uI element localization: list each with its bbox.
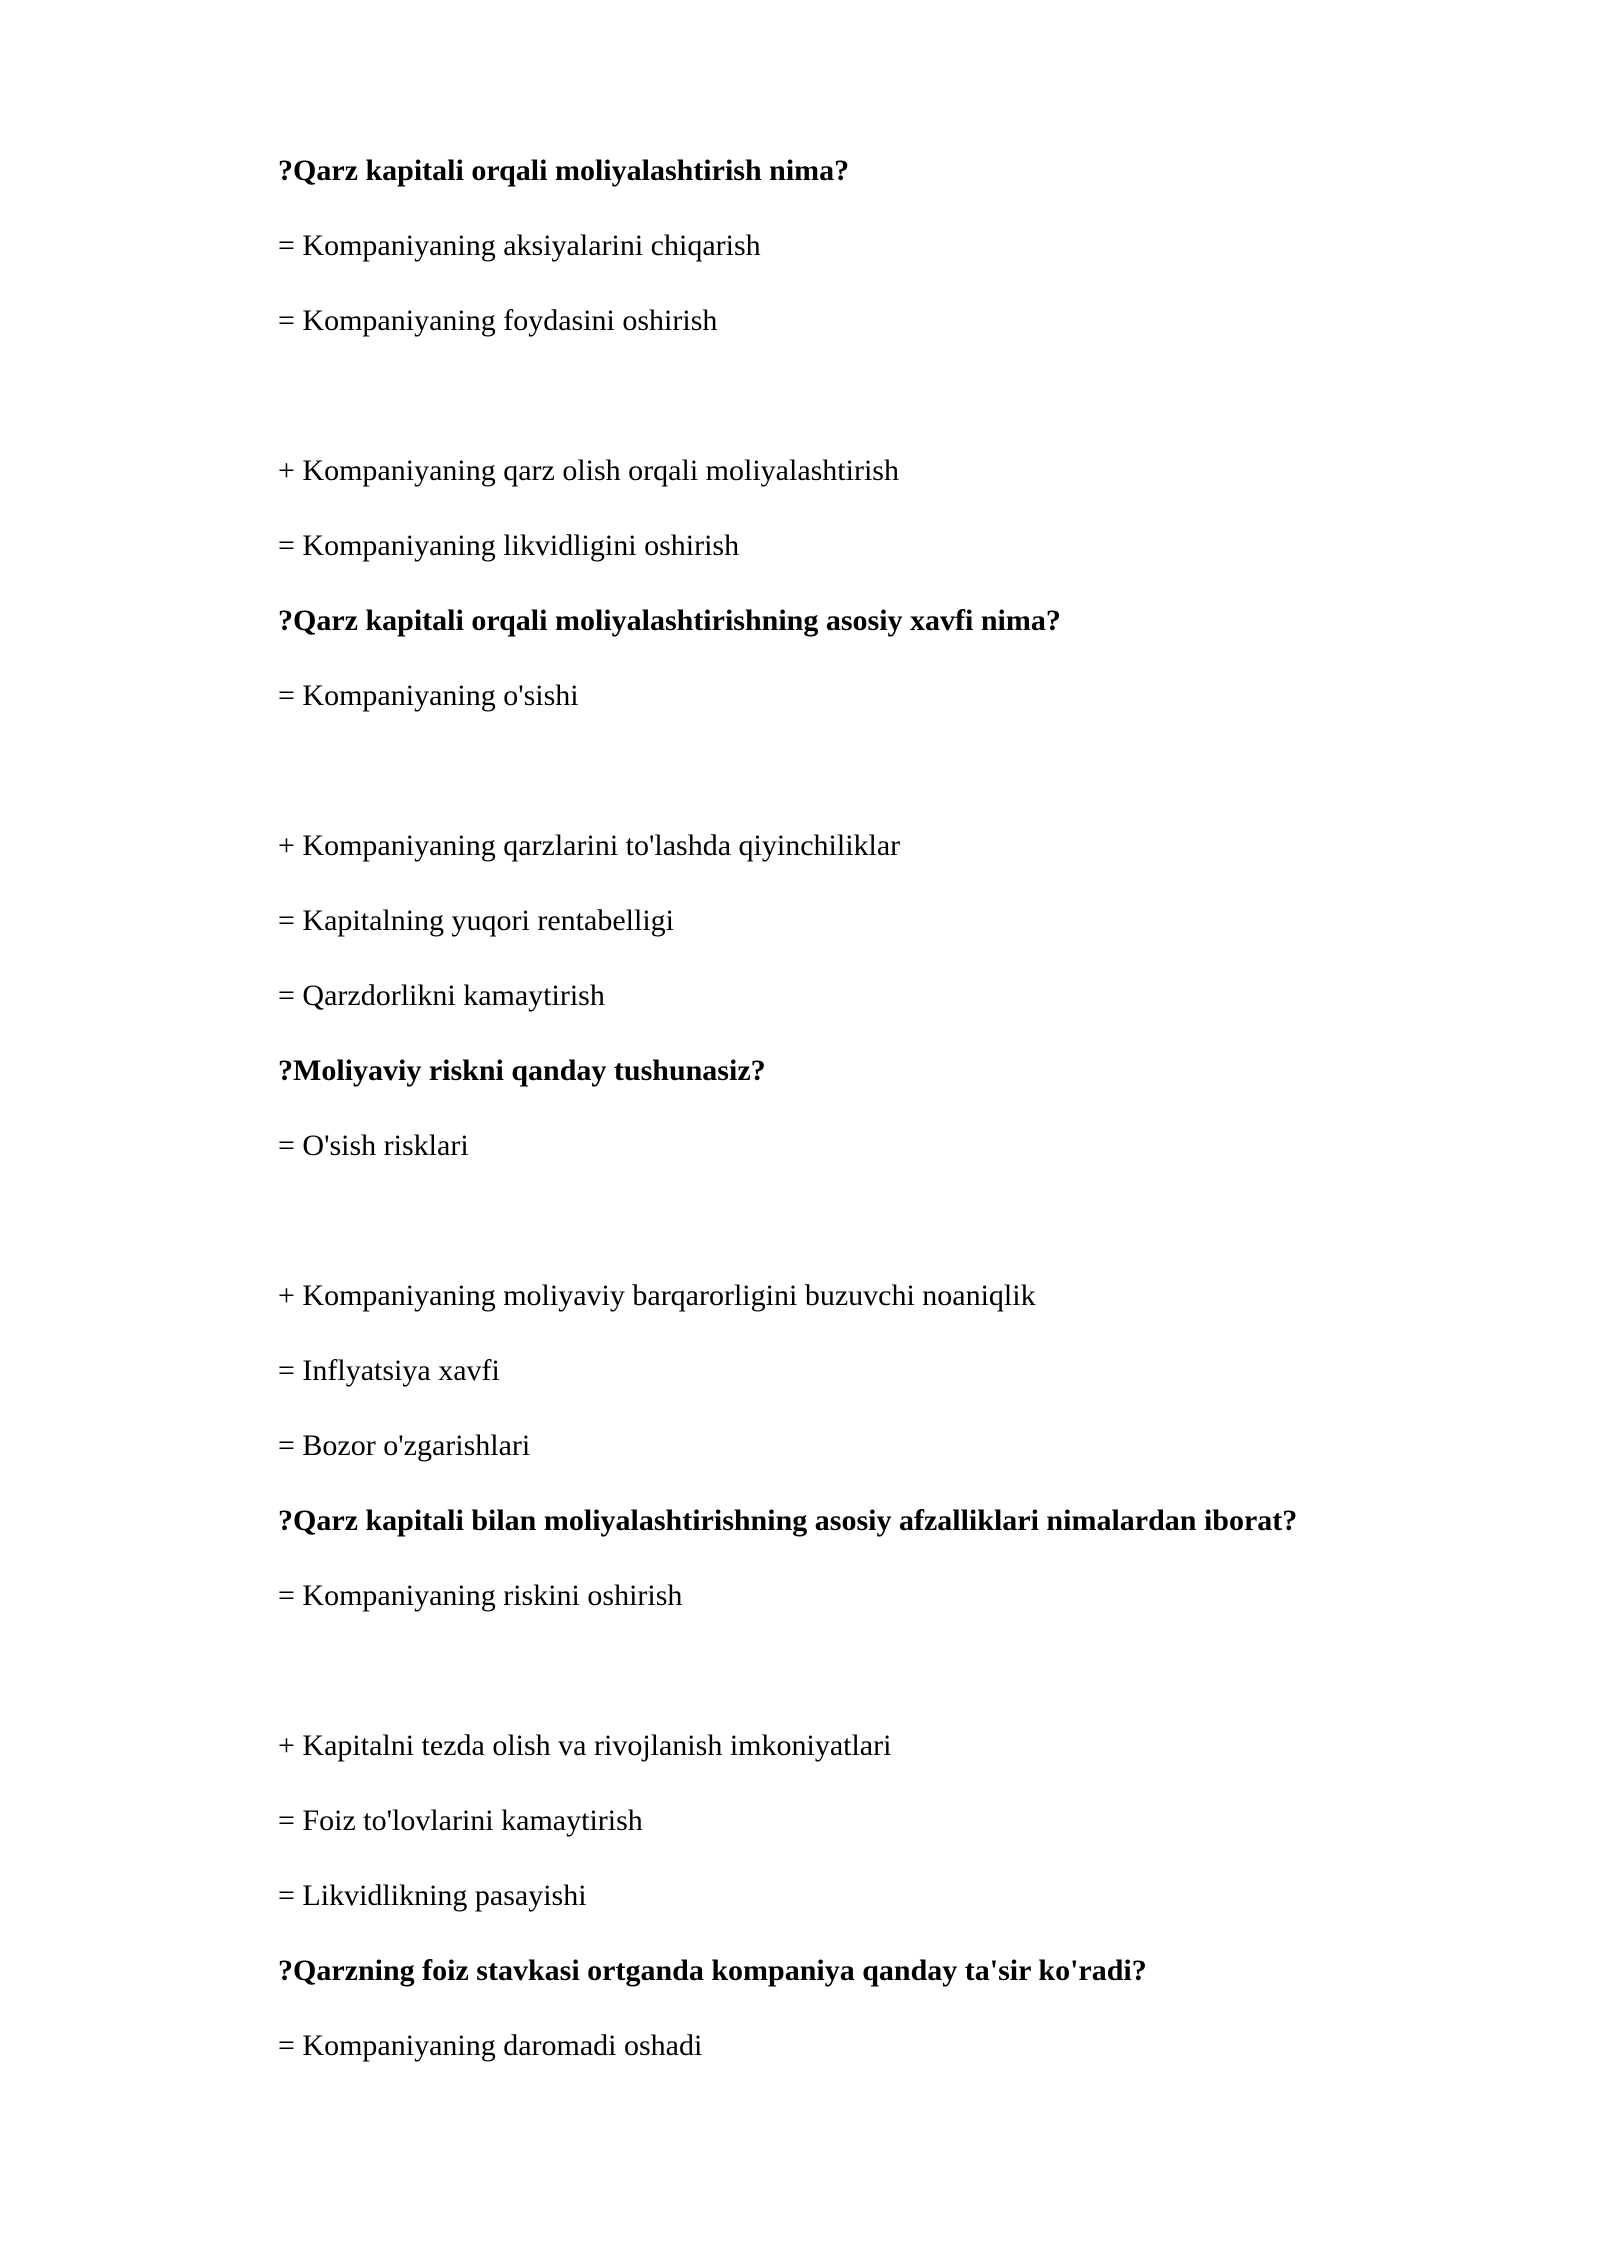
question-2: ?Qarz kapitali orqali moliyalashtirishning asosiy xavfi nima?	[278, 604, 1061, 637]
correct-answer-option: + Kompaniyaning qarz olish orqali moliyalashtirish	[278, 454, 899, 487]
answer-option: = O'sish risklari	[278, 1129, 469, 1162]
question-1: ?Qarz kapitali orqali moliyalashtirish nima?	[278, 154, 850, 187]
correct-answer-option: + Kapitalni tezda olish va rivojlanish imkoniyatlari	[278, 1729, 892, 1762]
answer-option: = Kompaniyaning foydasini oshirish	[278, 304, 718, 337]
answer-option: = Inflyatsiya xavfi	[278, 1354, 500, 1387]
answer-option: = Kompaniyaning riskini oshirish	[278, 1579, 683, 1612]
answer-option: = Kapitalning yuqori rentabelligi	[278, 904, 674, 937]
answer-option: = Foiz to'lovlarini kamaytirish	[278, 1804, 643, 1837]
answer-option: = Kompaniyaning daromadi oshadi	[278, 2029, 703, 2062]
question-3: ?Moliyaviy riskni qanday tushunasiz?	[278, 1054, 766, 1087]
answer-option: = Kompaniyaning aksiyalarini chiqarish	[278, 229, 761, 262]
correct-answer-option: + Kompaniyaning moliyaviy barqarorligini buzuvchi noaniqlik	[278, 1279, 1036, 1312]
answer-option: = Bozor o'zgarishlari	[278, 1429, 531, 1462]
question-4: ?Qarz kapitali bilan moliyalashtirishning asosiy afzalliklari nimalardan iborat?	[278, 1504, 1298, 1537]
answer-option: = Kompaniyaning likvidligini oshirish	[278, 529, 740, 562]
correct-answer-option: + Kompaniyaning qarzlarini to'lashda qiyinchiliklar	[278, 829, 901, 862]
answer-option: = Likvidlikning pasayishi	[278, 1879, 587, 1912]
answer-option: = Qarzdorlikni kamaytirish	[278, 979, 605, 1012]
question-5: ?Qarzning foiz stavkasi ortganda kompaniya qanday ta'sir ko'radi?	[278, 1954, 1147, 1987]
answer-option: = Kompaniyaning o'sishi	[278, 679, 579, 712]
